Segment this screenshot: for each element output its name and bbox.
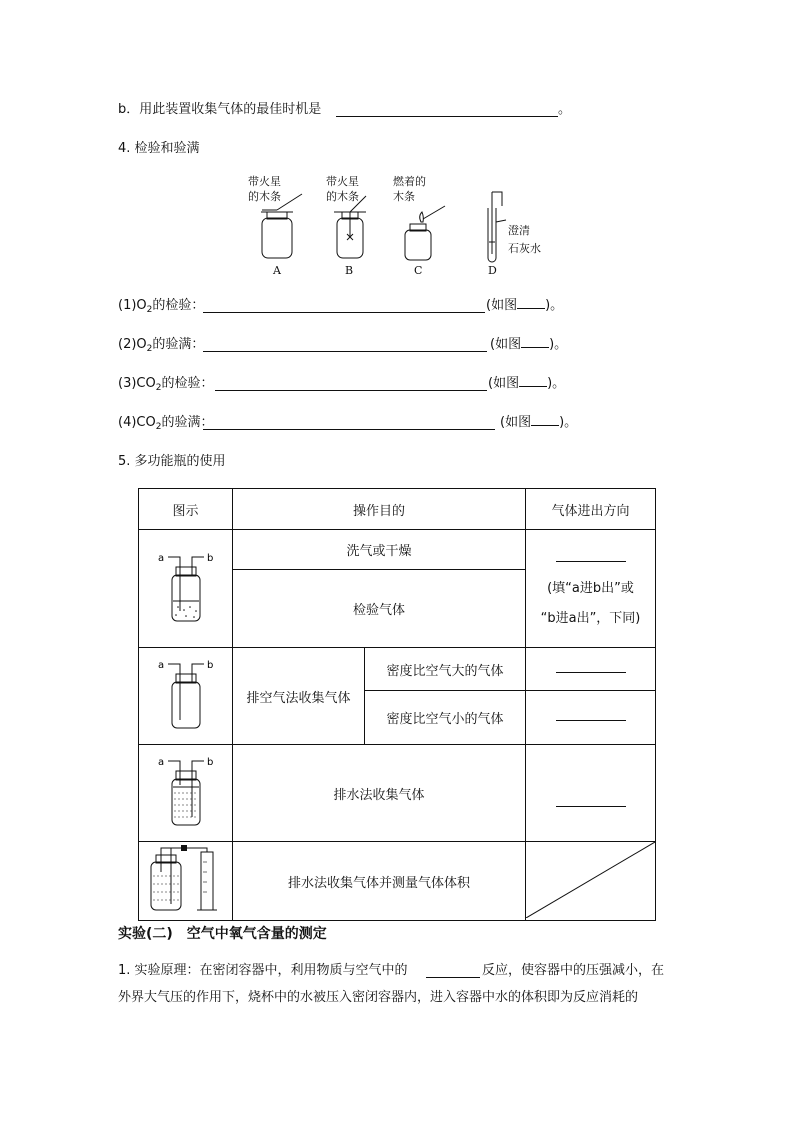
item-4-fig: (如图 )。 [500, 415, 578, 430]
fig-c-label-2: 木条 [393, 190, 415, 203]
question-b-end: 。 [558, 102, 572, 117]
item-4-fig-blank[interactable] [531, 425, 559, 426]
direction-blank-4[interactable] [556, 806, 626, 807]
fig-b-label-1: 带火星 [326, 175, 359, 188]
item-2: $(2)O_2$的验满： [118, 337, 205, 354]
principle-line-2: 外界大气压的作用下，烧杯中的水被压入密闭容器内，进入容器中水的体积即为反应消耗的 [118, 990, 639, 1005]
direction-cell-1: (填“a进b出”或 “b进a出”，下同) [526, 530, 656, 648]
section-4-title: 4. 检验和验满 [118, 141, 200, 156]
svg-text:a: a [157, 660, 164, 671]
fig-c-label-1: 燃着的 [393, 175, 426, 188]
svg-text:b: b [206, 757, 213, 768]
experiment-2-title: 实验(二) 空气中氧气含量的测定 [118, 926, 327, 942]
svg-text:b: b [206, 660, 213, 671]
fig-a-label-1: 带火星 [248, 175, 281, 188]
svg-text:a: a [157, 552, 164, 564]
fig-d-caption: D [488, 264, 497, 277]
principle-line-1a: 1. 实验原理：在密闭容器中，利用物质与空气中的 [118, 963, 408, 978]
item-3: $(3)CO_2$的检验： [118, 376, 214, 393]
direction-blank-2[interactable] [556, 672, 626, 673]
fig-b-label-2: 的木条 [326, 190, 359, 203]
answer-blank-b[interactable] [336, 116, 558, 117]
purpose-air-collect: 排空气法收集气体 [233, 648, 365, 745]
purpose-wash-dry: 洗气或干燥 [233, 530, 526, 570]
fig-d-label-2: 石灰水 [508, 242, 541, 255]
direction-blank-1[interactable] [556, 561, 626, 562]
direction-cell-3 [526, 691, 656, 745]
purpose-lighter: 密度比空气小的气体 [365, 691, 526, 745]
item-3-answer-blank[interactable] [215, 390, 487, 391]
diagram-water-bottle [139, 745, 233, 842]
direction-blank-3[interactable] [556, 720, 626, 721]
item-1-fig-blank[interactable] [517, 308, 545, 309]
header-purpose: 操作目的 [233, 489, 526, 530]
fig-d-label-1: 澄清 [508, 224, 530, 237]
item-1-answer-blank[interactable] [203, 312, 485, 313]
fig-a-caption: A [273, 264, 281, 277]
diagram-wash-bottle [139, 530, 233, 648]
item-4-answer-blank[interactable] [203, 429, 495, 430]
fig-b-caption: B [345, 264, 354, 277]
fig-a-label-2: 的木条 [248, 190, 281, 203]
item-3-fig-blank[interactable] [519, 386, 547, 387]
question-b [118, 101, 321, 119]
svg-text:a: a [157, 757, 164, 768]
section-5-title: 5. 多功能瓶的使用 [118, 454, 226, 469]
diagram-water-measure [139, 842, 233, 921]
direction-cell-4 [526, 745, 656, 842]
direction-cell-diagonal [526, 842, 656, 921]
item-1-fig: (如图 )。 [486, 298, 564, 313]
diagram-air-bottle [139, 648, 233, 745]
svg-text:b: b [206, 552, 213, 564]
direction-cell-2 [526, 648, 656, 691]
tube-d-icon [488, 192, 506, 262]
purpose-water-collect: 排水法收集气体 [233, 745, 526, 842]
principle-line-1b: 反应，使容器中的压强减小，在 [482, 963, 665, 978]
figure-test-apparatus [230, 172, 560, 280]
bottle-b-icon [334, 196, 366, 258]
question-b-text: b．用此装置收集气体的最佳时机是 [118, 102, 322, 117]
item-3-fig: (如图 )。 [488, 376, 566, 391]
header-direction: 气体进出方向 [526, 489, 656, 530]
item-2-answer-blank[interactable] [203, 351, 487, 352]
principle-blank[interactable] [426, 977, 480, 978]
item-2-fig-blank[interactable] [521, 347, 549, 348]
bottle-a-icon [261, 194, 302, 258]
purpose-water-measure: 排水法收集气体并测量气体体积 [233, 842, 526, 921]
purpose-test-gas: 检验气体 [233, 570, 526, 648]
bottle-c-icon [405, 206, 445, 260]
purpose-denser: 密度比空气大的气体 [365, 648, 526, 691]
multifunction-bottle-table [138, 488, 656, 921]
fig-c-caption: C [414, 264, 423, 277]
item-4: $(4)CO_2$的验满： [118, 415, 214, 432]
item-1: $(1)O_2$的检验： [118, 298, 205, 315]
header-diagram: 图示 [139, 489, 233, 530]
item-2-fig: (如图 )。 [490, 337, 568, 352]
